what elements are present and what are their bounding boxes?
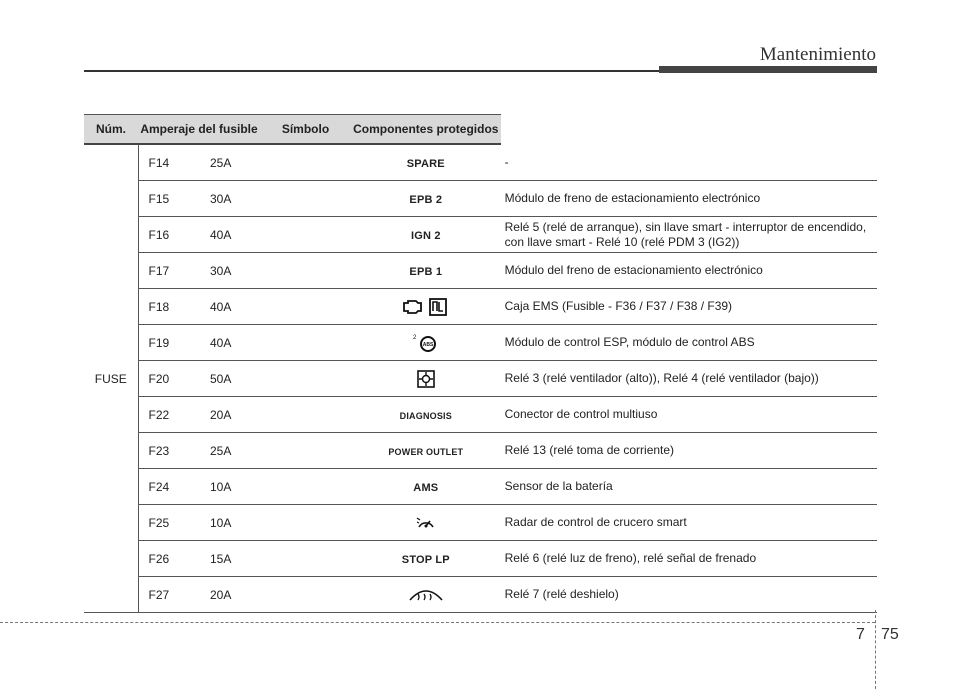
fuse-amperage: 40A <box>178 289 351 325</box>
fuse-number: F19 <box>138 325 178 361</box>
col-symbol-header: Símbolo <box>260 115 351 145</box>
fuse-amperage: 25A <box>178 433 351 469</box>
fuse-number: F15 <box>138 181 178 217</box>
table-row <box>84 144 877 181</box>
svg-text:2: 2 <box>412 334 417 341</box>
component-line-1: Relé 5 (relé de arranque), sin llave smart - interruptor de encendido, <box>504 219 867 234</box>
symbol-text: SPARE <box>406 157 445 170</box>
fuse-number: F16 <box>138 217 178 253</box>
table-row <box>84 505 877 541</box>
table-row <box>84 541 877 577</box>
fuse-amperage: 30A <box>178 253 351 289</box>
fuse-symbol <box>351 577 501 613</box>
component-line-2: con llave smart - Relé 10 (relé PDM 3 (IG2)) <box>504 234 740 249</box>
fuse-amperage: 20A <box>178 397 351 433</box>
fuse-number: F26 <box>138 541 178 577</box>
protected-component: Módulo del freno de estacionamiento electrónico <box>501 253 877 289</box>
table-header-row <box>84 115 877 145</box>
symbol-text: EPB 1 <box>409 265 443 278</box>
col-components-header: Componentes protegidos <box>351 115 501 145</box>
col-num-header: Núm. <box>84 115 138 145</box>
fuse-number: F20 <box>138 361 178 397</box>
table-row <box>84 253 877 289</box>
defroster-icon <box>408 586 444 604</box>
protected-component: - <box>501 144 877 181</box>
protected-component: Sensor de la batería <box>501 469 877 505</box>
footer-divider <box>0 622 875 623</box>
protected-component: Módulo de control ESP, módulo de control ABS <box>501 325 877 361</box>
table-row <box>84 397 877 433</box>
chapter-number: 7 <box>856 626 865 643</box>
protected-component: Relé 3 (relé ventilador (alto)), Relé 4 (relé ventilador (bajo)) <box>501 361 877 397</box>
fuse-symbol <box>351 289 501 325</box>
fuse-symbol <box>351 361 501 397</box>
fuse-symbol <box>351 217 501 253</box>
cruise-radar-icon <box>415 513 437 533</box>
fan-relay-icon <box>415 369 437 389</box>
fuse-symbol <box>351 541 501 577</box>
fuse-number: F23 <box>138 433 178 469</box>
fuse-symbol <box>351 181 501 217</box>
fuse-amperage: 25A <box>178 144 351 181</box>
fuse-number: F22 <box>138 397 178 433</box>
abs-icon <box>412 332 440 354</box>
fuse-number: F14 <box>138 144 178 181</box>
fuse-group-label: FUSE <box>84 144 138 613</box>
fuse-amperage: 10A <box>178 469 351 505</box>
fuse-amperage: 10A <box>178 505 351 541</box>
symbol-text: STOP LP <box>401 553 450 566</box>
table-row <box>84 433 877 469</box>
table-row <box>84 217 877 253</box>
symbol-text: POWER OUTLET <box>388 446 464 457</box>
table-row <box>84 289 877 325</box>
fuse-symbol <box>351 325 501 361</box>
fuse-amperage: 15A <box>178 541 351 577</box>
table-row <box>84 577 877 613</box>
col-amperage-header: Amperaje del fusible <box>138 115 260 145</box>
section-title: Mantenimiento <box>759 44 876 65</box>
protected-component: Relé 6 (relé luz de freno), relé señal de frenado <box>501 541 877 577</box>
fuse-number: F25 <box>138 505 178 541</box>
table-row <box>84 469 877 505</box>
fuse-amperage: 50A <box>178 361 351 397</box>
symbol-text: DIAGNOSIS <box>399 410 452 421</box>
fuse-symbol <box>351 469 501 505</box>
footer-vertical-divider <box>875 610 876 689</box>
protected-component: Relé 7 (relé deshielo) <box>501 577 877 613</box>
fuse-symbol <box>351 397 501 433</box>
symbol-text: AMS <box>413 481 439 494</box>
protected-component: Módulo de freno de estacionamiento electrónico <box>501 181 877 217</box>
svg-text:ABS: ABS <box>422 341 434 348</box>
header-rule-thick <box>659 66 877 73</box>
fuse-symbol <box>351 253 501 289</box>
protected-component: Relé 13 (relé toma de corriente) <box>501 433 877 469</box>
table-row <box>84 325 877 361</box>
table-row <box>84 361 877 397</box>
protected-component: Caja EMS (Fusible - F36 / F37 / F38 / F39) <box>501 289 877 325</box>
page-number: 75 <box>881 626 899 643</box>
table-row <box>84 181 877 217</box>
fuse-number: F17 <box>138 253 178 289</box>
fuse-number: F24 <box>138 469 178 505</box>
fuse-amperage: 40A <box>178 217 351 253</box>
protected-component: Radar de control de crucero smart <box>501 505 877 541</box>
engine-ecu-icon <box>402 297 450 317</box>
fuse-amperage: 30A <box>178 181 351 217</box>
fuse-symbol <box>351 144 501 181</box>
fuse-amperage: 40A <box>178 325 351 361</box>
header-rule-thin <box>84 70 659 72</box>
fuse-number: F18 <box>138 289 178 325</box>
fuse-number: F27 <box>138 577 178 613</box>
fuse-symbol <box>351 433 501 469</box>
fuse-table <box>84 114 877 613</box>
protected-component <box>501 217 877 253</box>
symbol-text: IGN 2 <box>410 229 441 242</box>
fuse-amperage: 20A <box>178 577 351 613</box>
fuse-symbol <box>351 505 501 541</box>
symbol-text: EPB 2 <box>409 193 443 206</box>
protected-component: Conector de control multiuso <box>501 397 877 433</box>
